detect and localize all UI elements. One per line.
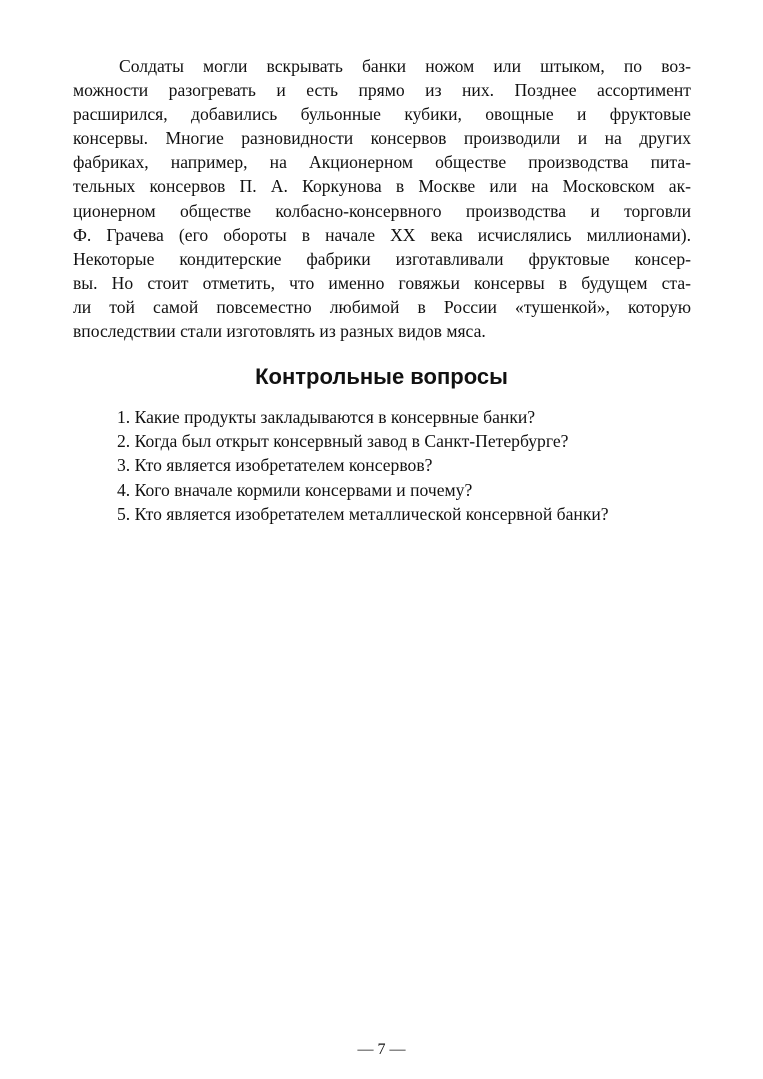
question-item: 4. Кого вначале кормили консервами и почему? bbox=[117, 479, 473, 500]
page-number: — 7 — bbox=[357, 1041, 406, 1058]
body-paragraph bbox=[73, 54, 691, 343]
paragraph-line: можности разогревать и есть прямо из них. Позднее ассортимент bbox=[73, 80, 691, 101]
question-item: 3. Кто является изобретателем консервов? bbox=[117, 455, 433, 476]
question-item: 1. Какие продукты закладываются в консервные банки? bbox=[117, 407, 536, 427]
question-item: 5. Кто является изобретателем металлической консервной банки? bbox=[117, 503, 609, 524]
paragraph-line: ционерном обществе колбасно-консервного производства и торговли bbox=[73, 200, 691, 221]
questions-list bbox=[117, 405, 717, 526]
paragraph-line: расширился, добавились бульонные кубики, овощные и фруктовые bbox=[73, 104, 691, 125]
paragraph-line: вы. Но стоит отметить, что именно говяжьи консервы в будущем ста- bbox=[73, 272, 691, 293]
question-item: 2. Когда был открыт консервный завод в Санкт-Петербурге? bbox=[117, 431, 569, 452]
paragraph-line: консервы. Многие разновидности консервов производили и на других bbox=[73, 128, 691, 149]
section-heading: Контрольные вопросы bbox=[255, 364, 508, 389]
paragraph-line: тельных консервов П. А. Коркунова в Москве или на Московском ак- bbox=[73, 176, 691, 197]
paragraph-line: Ф. Грачева (его обороты в начале XX века исчислялись миллионами). bbox=[73, 224, 691, 245]
paragraph-line: фабриках, например, на Акционерном обществе производства пита- bbox=[73, 152, 691, 173]
paragraph-line: впоследствии стали изготовлять из разных видов мяса. bbox=[73, 321, 486, 342]
paragraph-line: Некоторые кондитерские фабрики изготавливали фруктовые консер- bbox=[73, 248, 691, 269]
paragraph-line: Солдаты могли вскрывать банки ножом или штыком, по воз- bbox=[119, 56, 691, 76]
paragraph-line: ли той самой повсеместно любимой в России «тушенкой», которую bbox=[73, 296, 691, 317]
